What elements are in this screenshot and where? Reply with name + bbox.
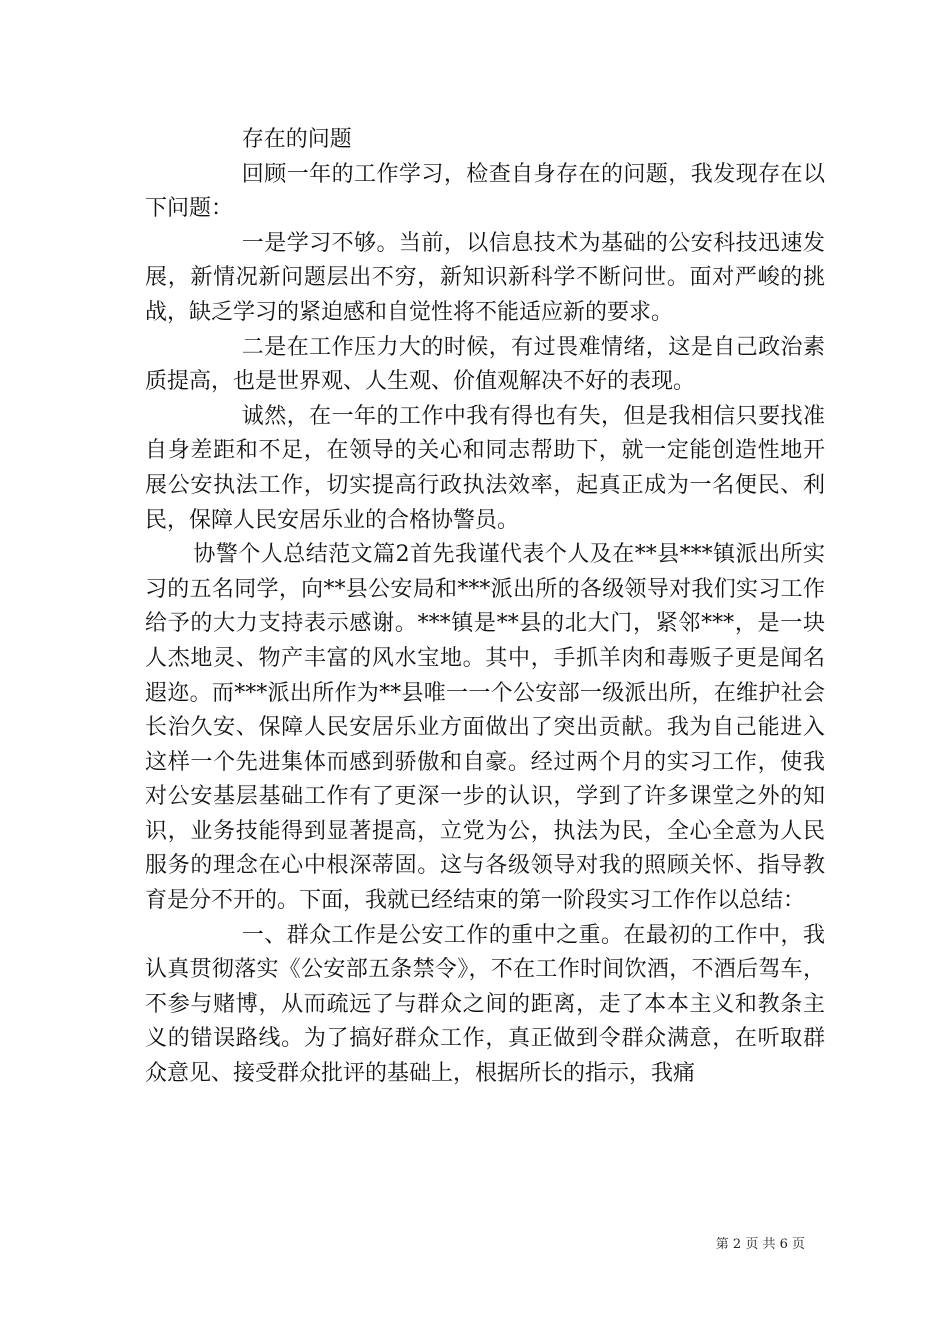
document-body	[145, 123, 825, 1092]
paragraph-problem-two: 二是在工作压力大的时候，有过畏难情绪，这是自己政治素质提高，也是世界观、人生观、价值观解决不好的表现。	[145, 334, 825, 395]
section-heading: 存在的问题	[241, 127, 352, 152]
paragraph-conclusion: 诚然，在一年的工作中我有得也有失，但是我相信只要找准自身差距和不足，在领导的关心和同志帮助下，就一定能创造性地开展公安执法工作，切实提高行政执法效率，起真正成为一名便民、利民，保障人民安居乐业的合格协警员。	[145, 403, 825, 533]
page-number: 第 2 页 共 6 页	[715, 1237, 805, 1252]
paragraph-intro: 回顾一年的工作学习，检查自身存在的问题，我发现存在以下问题：	[145, 161, 825, 222]
paragraph-problem-one: 一是学习不够。当前，以信息技术为基础的公安科技迅速发展，新情况新问题层出不穷，新知识新科学不断问世。面对严峻的挑战，缺乏学习的紧迫感和自觉性将不能适应新的要求。	[145, 230, 825, 325]
paragraph-mass-work: 一、群众工作是公安工作的重中之重。在最初的工作中，我认真贯彻落实《公安部五条禁令》，不在工作时间饮酒，不酒后驾车，不参与赌博，从而疏远了与群众之间的距离，走了本本主义和教条主义的错误路线。为了搞好群众工作，真正做到令群众满意，在听取群众意见、接受群众批评的基础上，根据所长的指示，我痛	[145, 922, 825, 1087]
paragraph-article-two: 协警个人总结范文篇2首先我谨代表个人及在**县***镇派出所实习的五名同学，向**县公安局和***派出所的各级领导对我们实习工作给予的大力支持表示感谢。***镇是**县的北大门，紧邻***，是一块人杰地灵、物产丰富的风水宝地。其中，手抓羊肉和毒贩子更是闻名遐迩。而***派出所作为**县唯一一个公安部一级派出所，在维护社会长治久安、保障人民安居乐业方面做出了突出贡献。我为自己能进入这样一个先进集体而感到骄傲和自豪。经过两个月的实习工作，使我对公安基层基础工作有了更深一步的认识，学到了许多课堂之外的知识，业务技能得到显著提高，立党为公，执法为民，全心全意为人民服务的理念在心中根深蒂固。这与各级领导对我的照顾关怀、指导教育是分不开的。下面，我就已经结束的第一阶段实习工作作以总结：	[145, 542, 825, 914]
